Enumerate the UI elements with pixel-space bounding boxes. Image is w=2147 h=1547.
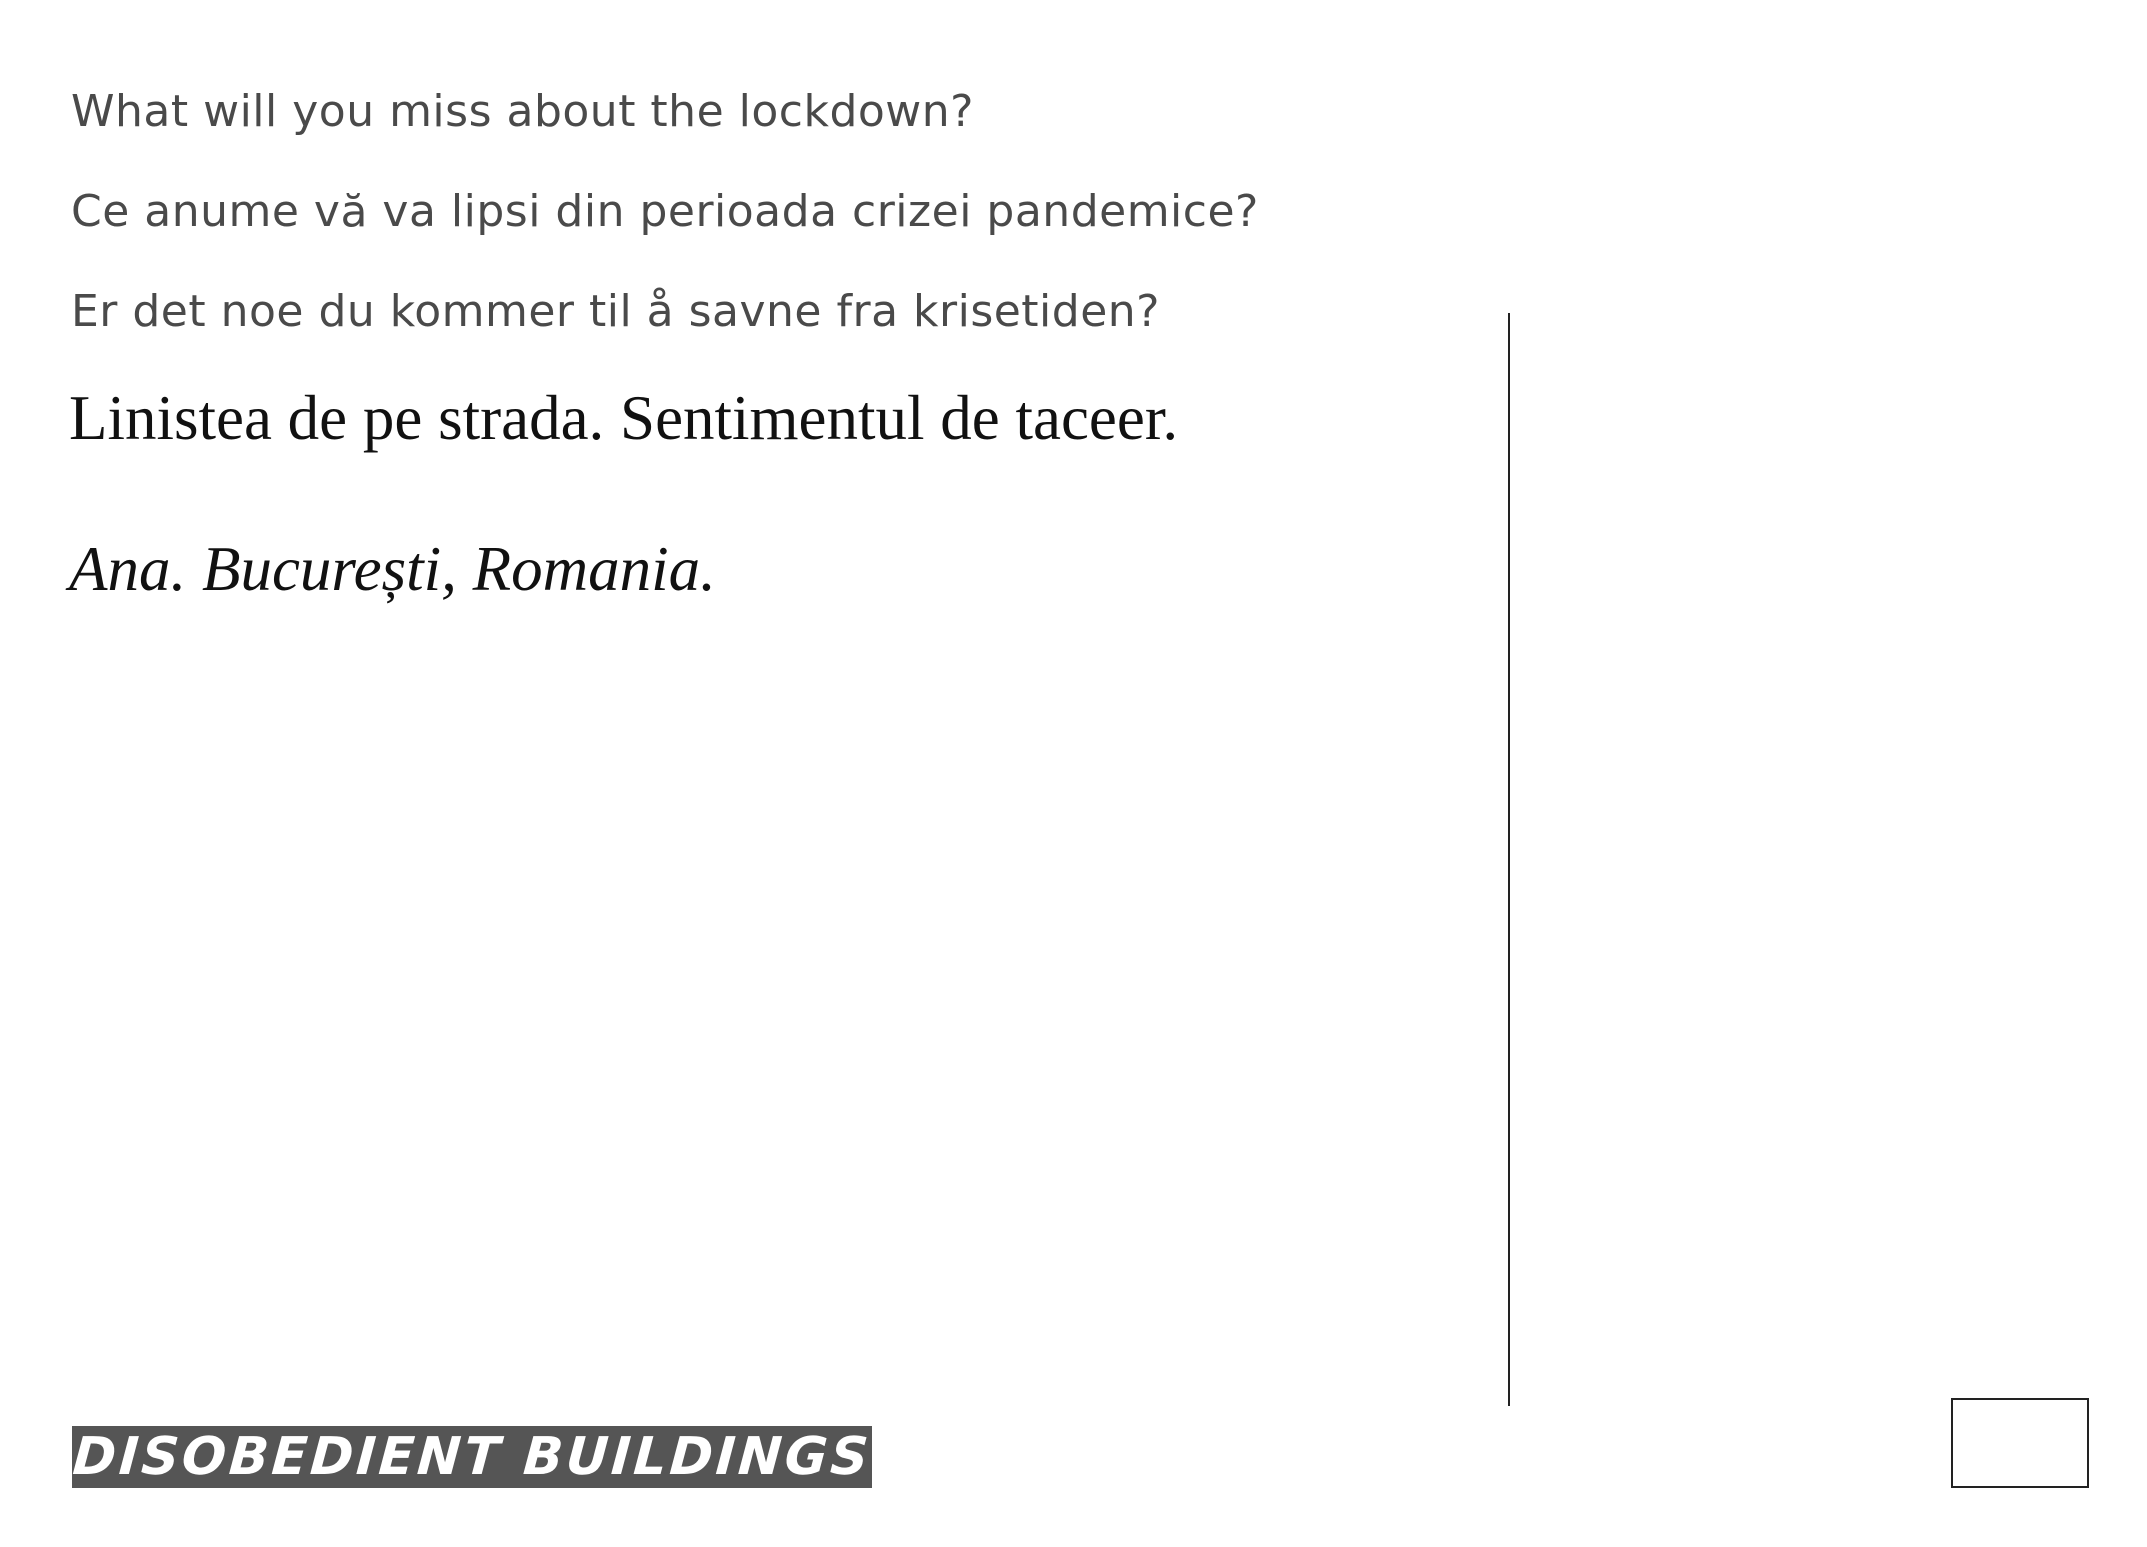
disobedient-buildings-logo [72, 1426, 872, 1488]
question-romanian: Ce anume vă va lipsi din perioada crizei pandemice? [71, 186, 1259, 237]
prompt-questions [71, 62, 1259, 362]
question-english: What will you miss about the lockdown? [71, 86, 975, 137]
stamp-placeholder-box [1951, 1398, 2089, 1488]
handwritten-answer: Linistea de pe strada. Sentimentul de taceer. [69, 383, 1179, 453]
author-signature: Ana. București, Romania. [69, 534, 716, 604]
question-norwegian: Er det noe du kommer til å savne fra krisetiden? [71, 286, 1161, 337]
address-divider-line [1508, 313, 1510, 1406]
logo-text: DISOBEDIENT BUILDINGS [70, 1427, 874, 1487]
